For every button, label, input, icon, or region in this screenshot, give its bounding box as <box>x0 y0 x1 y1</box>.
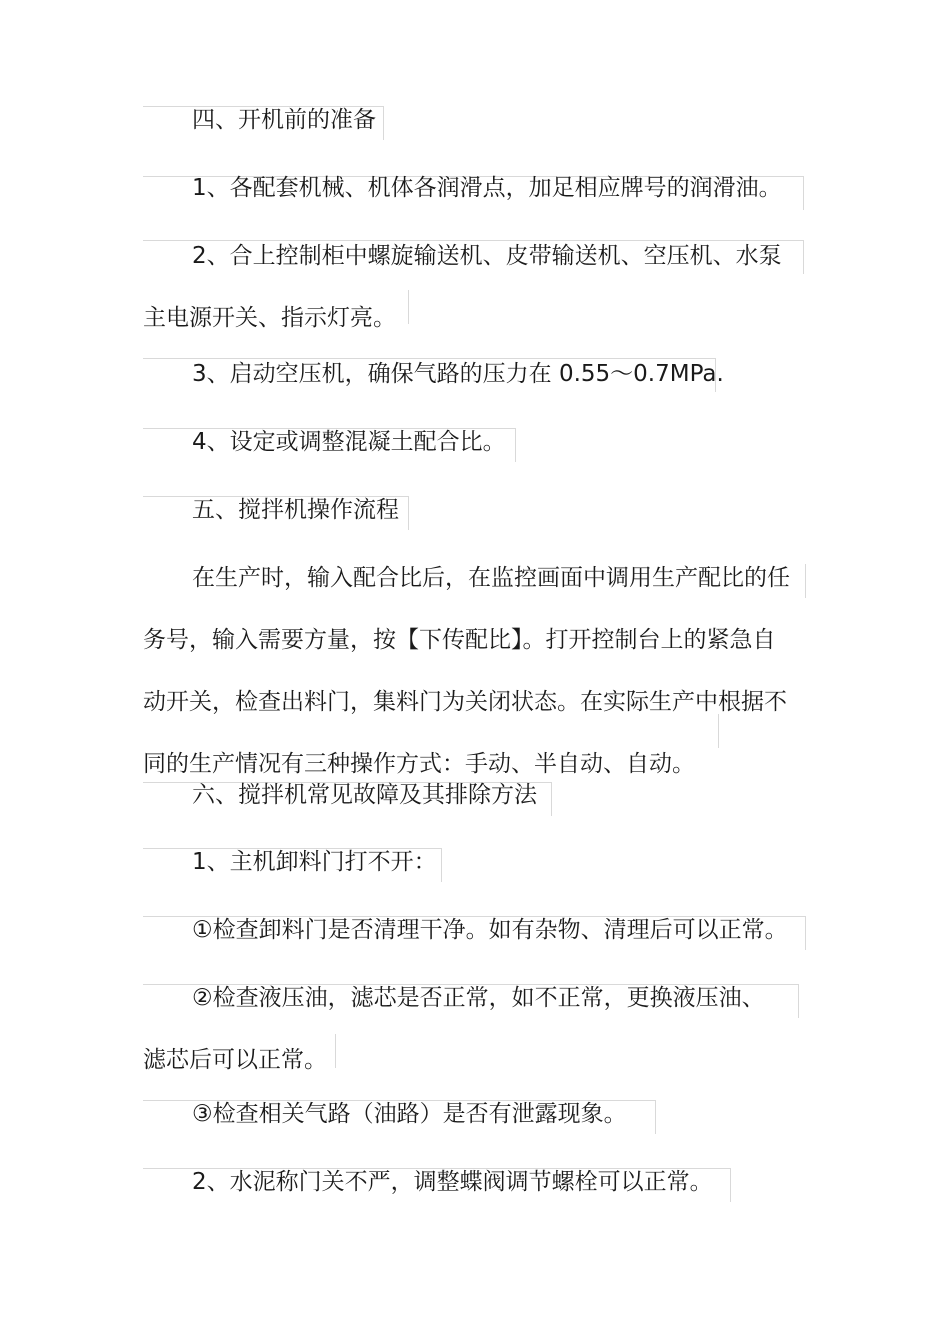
paragraph-power-switch <box>143 225 813 349</box>
text-line: 主电源开关、指示灯亮。 <box>143 305 396 331</box>
text-line: 1、各配套机械、机体各润滑点，加足相应牌号的润滑油。 <box>192 175 782 201</box>
text-line: 4、设定或调整混凝土配合比。 <box>192 429 506 455</box>
text-line: 1、主机卸料门打不开： <box>192 849 437 875</box>
text-line: 六、搅拌机常见故障及其排除方法 <box>192 782 537 808</box>
text-line: 务号，输入需要方量，按【下传配比】。打开控制台上的紧急自 <box>143 627 776 653</box>
section-heading-5 <box>143 479 813 541</box>
text-line: 滤芯后可以正常。 <box>143 1047 327 1073</box>
fault-check-2 <box>143 967 813 1091</box>
paragraph-mix-ratio <box>143 411 813 473</box>
fault-item-1 <box>143 831 813 893</box>
text-line: 五、搅拌机操作流程 <box>192 497 399 523</box>
text-line: 2、水泥称门关不严，调整蝶阀调节螺栓可以正常。 <box>192 1169 713 1195</box>
text-line: ②检查液压油，滤芯是否正常，如不正常，更换液压油、 <box>192 985 765 1011</box>
text-line: 2、合上控制柜中螺旋输送机、皮带输送机、空压机、水泵 <box>192 243 782 269</box>
text-line: ③检查相关气路（油路）是否有泄露现象。 <box>192 1101 627 1127</box>
text-line: 动开关，检查出料门，集料门为关闭状态。在实际生产中根据不 <box>143 689 787 715</box>
text-line: 3、启动空压机，确保气路的压力在 0.55～0.7MPa. <box>192 361 724 387</box>
section-heading-4 <box>143 89 813 151</box>
paragraph-operation-flow <box>143 547 813 795</box>
fault-item-2 <box>143 1151 813 1213</box>
section-heading-6 <box>143 764 813 826</box>
fault-check-3 <box>143 1083 813 1145</box>
text-line: ①检查卸料门是否清理干净。如有杂物、清理后可以正常。 <box>192 917 788 943</box>
paragraph-lubrication <box>143 157 813 219</box>
fault-check-1 <box>143 899 813 961</box>
text-line: 四、开机前的准备 <box>192 107 376 133</box>
text-line: 在生产时，输入配合比后，在监控画面中调用生产配比的任 <box>192 565 790 591</box>
text-line: 同的生产情况有三种操作方式：手动、半自动、自动。 <box>143 751 695 777</box>
paragraph-air-compressor <box>143 343 813 405</box>
